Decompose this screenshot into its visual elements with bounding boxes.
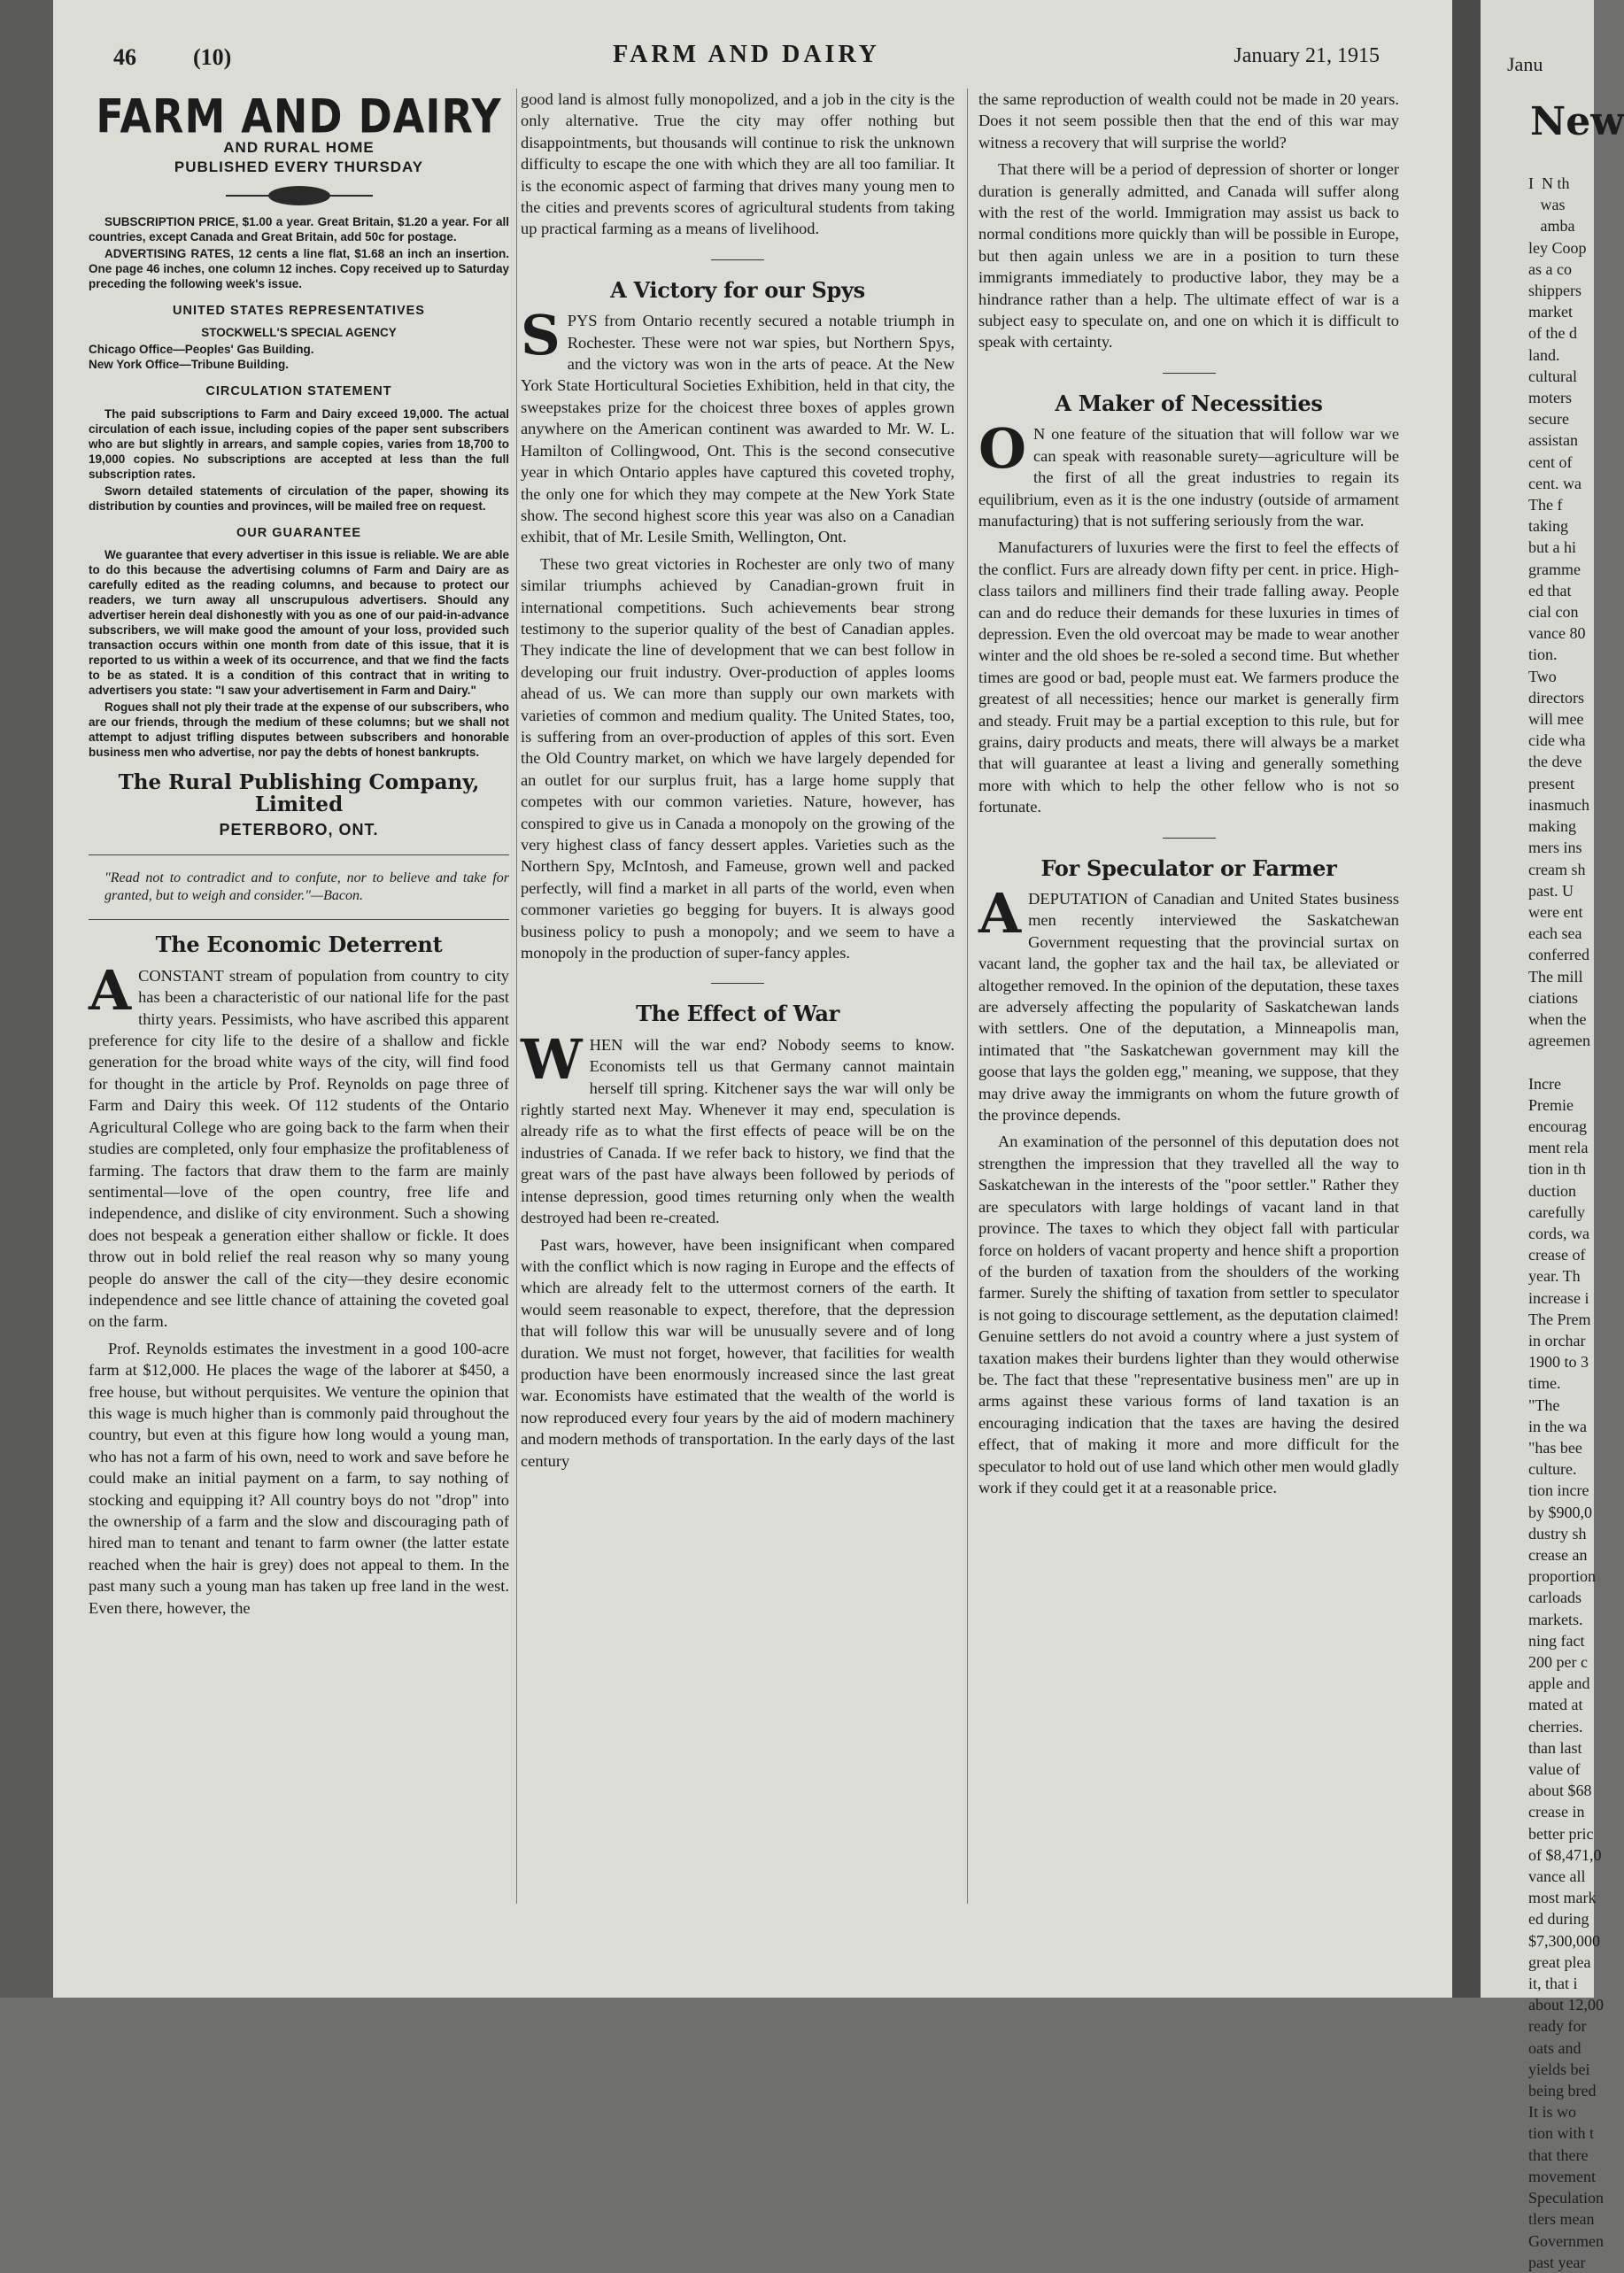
adjacent-page-line: each sea [1528, 924, 1582, 943]
circulation-statement [89, 406, 509, 514]
subscription-info [89, 214, 509, 291]
column-rule [516, 89, 517, 1904]
adjacent-page-line: Two [1528, 667, 1557, 685]
circulation-heading: CIRCULATION STATEMENT [205, 384, 392, 399]
section-rule [711, 259, 764, 260]
running-head [113, 41, 1380, 76]
column-3 [978, 89, 1399, 1504]
adjacent-page-line: culture. [1528, 1460, 1577, 1479]
guarantee-heading: OUR GUARANTEE [236, 525, 362, 540]
article-title: The Economic Deterrent [155, 932, 443, 958]
article-paragraph: WHEN will the war end? Nobody seems to know. Economists tell us that Germany cannot maintain herself till spring. Kitchener says the war will only be rightly started next May. Whenever it may end, speculation is already rife as to what the first effects of peace will be on the industries of Canada. If we refer back to history, we find that the great wars of the past have always been followed by periods of intense depression, good times returning only when the wealth destroyed had been re-created. [521, 1026, 955, 1227]
adjacent-page-line: ready for [1528, 2017, 1587, 2036]
adjacent-page-line: market [1528, 303, 1573, 321]
adjacent-page-line: carloads [1528, 1589, 1581, 1607]
adjacent-page-line: time. [1528, 1374, 1561, 1393]
adjacent-page-line: The Prem [1528, 1310, 1591, 1328]
article-paragraph: ADEPUTATION of Canadian and United States business men recently interviewed the Saskatchewan Government requesting that the provincial surtax on vacant land, the gopher tax and the hail tax, be alleviated or altogether removed. In the opinion of the deputation, these taxes are adversely affecting the popularity of Saskatchewan lands with settlers. One of the deputation, a Minneapolis man, intimated that "the Saskatchewan government may kill the goose that lays the golden egg," meaning, we suppose, that they may drive away the immigrants on whom the future growth of the province depends. [978, 881, 1399, 1125]
chicago-office: Chicago Office—Peoples' Gas Building. [89, 343, 314, 357]
column-1 [89, 89, 509, 1624]
adjacent-page-line: encourag [1528, 1117, 1587, 1135]
adjacent-page-line: about 12,00 [1528, 1996, 1604, 2014]
adjacent-page-line: $7,300,000 [1528, 1931, 1600, 1950]
adjacent-page-line: most mark [1528, 1889, 1597, 1907]
publication-name: FARM AND DAIRY [613, 41, 880, 68]
adjacent-page-line: Incre [1528, 1074, 1561, 1093]
adjacent-page-line: "has bee [1528, 1438, 1582, 1457]
adjacent-page-line: ning fact [1528, 1631, 1585, 1650]
adjacent-page-line: when the [1528, 1009, 1587, 1028]
adjacent-page-line: cial con [1528, 603, 1579, 622]
adjacent-page-line: duction [1528, 1181, 1576, 1200]
masthead-title: FARM AND DAIRY [96, 88, 502, 144]
circulation-paragraph: The paid subscriptions to Farm and Dairy exceed 19,000. The actual circulation of each issue, including copies of the paper sent subscribers who are but slightly in arrears, and sample copies, varies from 18,700 to 19,000 copies. No subscriptions are accepted at less than the full subscription rates. [89, 406, 509, 481]
adjacent-page-line: past year [1528, 2253, 1586, 2271]
adjacent-page-line: the deve [1528, 753, 1582, 771]
adjacent-page-line: vance 80 [1528, 624, 1586, 643]
adjacent-page-line: were ent [1528, 902, 1583, 921]
divider [89, 854, 509, 855]
adjacent-page-line: inasmuch [1528, 795, 1589, 814]
article-title: A Maker of Necessities [1055, 390, 1323, 416]
adjacent-page-line: cords, wa [1528, 1224, 1589, 1242]
article-title: A Victory for our Spys [610, 276, 865, 303]
us-reps-heading: UNITED STATES REPRESENTATIVES [173, 304, 425, 318]
masthead-tagline: PUBLISHED EVERY THURSDAY [174, 158, 424, 175]
publisher-name: The Rural Publishing Company, Limited [118, 770, 480, 816]
adjacent-page-line: 200 per c [1528, 1653, 1588, 1672]
adjacent-page-line: crease of [1528, 1246, 1586, 1264]
adjacent-page-line: I N th [1528, 174, 1570, 192]
adjacent-page-line: past. U [1528, 881, 1574, 900]
adjacent-page-line: moters [1528, 389, 1572, 407]
adjacent-page-line: than last [1528, 1738, 1582, 1757]
adjacent-page-line: of $8,471,0 [1528, 1845, 1602, 1864]
adjacent-page [1481, 0, 1624, 2271]
adjacent-page-line: ment rela [1528, 1139, 1589, 1157]
adjacent-page-line: It is wo [1528, 2103, 1576, 2122]
adjacent-page-line: crease an [1528, 1546, 1588, 1564]
adjacent-page-line: carefully [1528, 1202, 1585, 1221]
adjacent-page-line: in orchar [1528, 1331, 1586, 1349]
adjacent-page-line: tion. [1528, 646, 1558, 664]
adjacent-page-line: cream sh [1528, 860, 1586, 878]
masthead [89, 88, 509, 205]
adjacent-page-line: proportion [1528, 1567, 1596, 1586]
adjacent-page-line: vance all [1528, 1867, 1586, 1886]
folio: (10) [193, 44, 232, 70]
adjacent-page-line: tion incre [1528, 1481, 1589, 1500]
adjacent-page-title: New [1530, 99, 1624, 144]
adjacent-page-line: "The [1528, 1395, 1560, 1414]
adjacent-page-line: ed that [1528, 581, 1572, 599]
adjacent-page-line: 1900 to 3 [1528, 1353, 1589, 1372]
adjacent-page-line: it, that i [1528, 1975, 1578, 1993]
adjacent-page-line: will mee [1528, 710, 1584, 729]
article-paragraph: An examination of the personnel of this deputation does not strengthen the impression that they travelled all the way to Saskatchewan in the interests of the "poor settler." Rather they are speculators with large holdings of vacant land in that province. The taxes to which they object fall with particular force on holders of vacant property and hence shift a proportion of the burden of taxation from the shoulders of the working farmer. Surely the shifting of taxation from settler to speculator is not going to discourage settlement, as the deputation claimed! Genuine settlers do not avoid a country where a just system of taxation makes their burdens lighter than they would otherwise be. The fact that these "representative business men" are up in arms against these various forms of land taxation is an encouraging indication that the taxes are having the desired effect, that of making it more and more difficult for the speculator to hold out of use land which other men would gladly work if they could get it at a reasonable price. [978, 1133, 1399, 1496]
article-paragraph: That there will be a period of depression of shorter or longer duration is generally admitted, and Canada will suffer along with the rest of the world. Immigration may assist us back to normal conditions more quickly than will be possible in Europe, but then again unless we are in a position to turn these immigrants immediately to productive labor, they may be a hindrance rather than a help. The ultimate effect of war is a subject easy to speculate on, and one on which it is difficult to speak with certainty. [978, 160, 1399, 352]
adjacent-page-line: value of [1528, 1760, 1581, 1779]
adjacent-page-line: conferred [1528, 946, 1589, 964]
adjacent-page-line: apple and [1528, 1674, 1590, 1693]
ornament-icon [268, 186, 330, 205]
adjacent-page-line: that there [1528, 2145, 1589, 2164]
drop-cap: O [978, 416, 1027, 482]
adjacent-page-line: land. [1528, 345, 1560, 364]
drop-cap: W [521, 1026, 583, 1092]
adjacent-page-line: secure [1528, 410, 1569, 429]
divider [89, 919, 509, 920]
adjacent-page-line: shippers [1528, 282, 1581, 300]
adjacent-page-line: by $900,0 [1528, 1503, 1592, 1521]
adjacent-page-line: was [1528, 196, 1566, 214]
adjacent-page-line: crease in [1528, 1803, 1585, 1821]
adjacent-page-line: The f [1528, 496, 1563, 514]
section-rule [1163, 838, 1216, 839]
publisher [89, 772, 509, 840]
article-paragraph: SPYS from Ontario recently secured a notable triumph in Rochester. These were not war spies, but Northern Spys, and the victory was won in the arts of peace. At the New York State Horticultural Societies Exhibition, held in that city, the sweepstakes prize for the choicest three boxes of apples grown anywhere on the American continent was awarded to Mr. W. L. Hamilton of Collingwood, Ont. This is the second consecutive year in which Ontario apples have captured this coveted trophy, the only one for which they may compete at the New York State show. The second highest score this year was also on a Canadian exhibit, that of Mr. Lesile Smith, Wellington, Ont. [521, 303, 955, 546]
adjacent-page-line: gramme [1528, 560, 1581, 578]
guarantee-paragraph: Rogues shall not ply their trade at the expense of our subscribers, who are our friends, through the medium of these columns; but we shall not attempt to adjust trifling disputes between subscribers and honorable business men who advertise, nor pay the debts of honest bankrupts. [89, 700, 509, 760]
adjacent-page-line: cultural [1528, 367, 1577, 385]
article-paragraph: O N one feature of the situation that will follow war we can speak with reasonable surety—agriculture will be the first of all the great industries to regain its equilibrium, even as it is the one industry (outside of armament manufacturing) that is not suffering seriously from the war. [978, 416, 1399, 530]
section-rule [711, 983, 764, 984]
adjacent-page-line: cherries. [1528, 1717, 1583, 1736]
section-rule [1163, 373, 1216, 374]
adjacent-page-line: agreemen [1528, 1032, 1590, 1050]
guarantee-paragraph: We guarantee that every advertiser in this issue is reliable. We are able to do this because the advertising columns of Farm and Dairy are as carefully edited as the reading columns, and because to protect our readers, we turn away all unscrupulous advertisers. Should any advertiser herein deal dishonestly with you as one of our paid-in-advance subscribers, we will make good the amount of your loss, provided such transaction occurs within one month from date of this issue, that it is reported to us within a week of its occurrence, and that we find the facts to be as stated. It is a condition of this contract that in writing to advertisers you state: "I saw your advertisement in Farm and Dairy." [89, 548, 509, 698]
book-gutter [1452, 0, 1481, 1998]
adjacent-page-line: year. Th [1528, 1267, 1581, 1286]
circulation-paragraph: Sworn detailed statements of circulation of the paper, showing its distribution by counties and provinces, will be mailed free on request. [89, 483, 509, 513]
drop-cap: A [89, 957, 132, 1023]
adjacent-page-line: Speculation [1528, 2189, 1604, 2207]
article-paragraph: ACONSTANT stream of population from country to city has been a characteristic of our national life for the past thirty years. Pessimists, who have ascribed this apparent preference for city life to the desire of a shallow and fickle generation for the broad white ways of the city, will find food for thought in the article by Prof. Reynolds on page three of Farm and Dairy this week. Of 112 students of the Ontario Agricultural College who are going back to the farm when their studies are completed, only four emphasize the profitableness of farming. The factors that draw them to the farm are mainly sentimental—love of the open country, free life and independence, and dislike of city environment. Such a showing does not bespeak a generation either shallow or fickle. It does throw out in bold relief the real reason why so many young people do answer the call of the city—they desire economic independence and see little chance of attaining the coveted goal on the farm. [89, 957, 509, 1331]
adjacent-page-line: making [1528, 817, 1576, 836]
adjacent-page-line: oats and [1528, 2038, 1581, 2057]
adjacent-page-line: cide wha [1528, 731, 1586, 750]
adjacent-page-line: dustry sh [1528, 1524, 1587, 1542]
adjacent-page-line: being bred [1528, 2082, 1597, 2100]
adjacent-page-text [1528, 173, 1608, 2273]
article-paragraph: These two great victories in Rochester are only two of many similar triumphs achieved by Canadian-grown fruit in international competitions. Such achievements bear strong testimony to the superior quality of the best of Canadian apples. They indicate the line of development that we can best follow in developing our fruit industry. Over-production of apples looms ahead of us. We can more than supply our own markets with varieties of common and medium quality. The United States, too, is suffering from an over-production of apples of this sort. Even the Old Country market, on which we have largely depended for an outlet for our surplus fruit, has a large home supply that competes with our common varieties. Nature, however, has conspired to give us in Canada a monopoly on the growing of the very highest class of fancy dessert apples. Varieties such as the Northern Spy, McIntosh, and Fameuse, grown well and packed perfectly, will find a market in all parts of the world, even when commoner varieties go begging for buyers. It is always good business policy to push a monopoly; and we seem to have a monopoly in the production of super-fancy apples. [521, 554, 955, 963]
article-paragraph: the same reproduction of wealth could not be made in 20 years. Does it not seem possible then that the end of this war may witness a recovery that will surprise the world? [978, 90, 1399, 151]
epigraph-quote: "Read not to contradict and to confute, nor to believe and take for granted, but to weigh and consider."—Bacon. [104, 870, 509, 904]
adjacent-page-line: about $68 [1528, 1782, 1592, 1800]
adjacent-page-line: great plea [1528, 1952, 1591, 1971]
adjacent-page-line: tion with t [1528, 2124, 1595, 2143]
page-number: 46 [113, 44, 136, 70]
adjacent-page-line: Premie [1528, 1095, 1574, 1114]
adjacent-page-line: cent. wa [1528, 474, 1581, 492]
adjacent-page-line: directors [1528, 688, 1584, 707]
adjacent-page-line: of the d [1528, 324, 1577, 343]
advertising-rates: ADVERTISING RATES, 12 cents a line flat, $1.68 an inch an insertion. One page 46 inches, one column 12 inches. Copy received up to Saturday preceding the following week's issue. [89, 247, 509, 290]
adjacent-page-line: mers ins [1528, 839, 1582, 857]
article-paragraph: Past wars, however, have been insignificant when compared with the conflict which is now raging in Europe and the effects of which are already felt to the uttermost corners of the earth. It would seem reasonable to expect, therefore, that the depression that will follow this war will be unusually severe and of long duration. We must not forget, however, that facilities for wealth production have been enormously increased since the last great war. Economists have estimated that the wealth of the world is now reproduced every four years by the aid of modern machinery and modern methods of transportation. In the early days of the last century [521, 1235, 955, 1470]
publisher-city: PETERBORO, ONT. [219, 821, 379, 839]
column-2 [521, 89, 955, 1477]
drop-cap: S [521, 303, 561, 368]
article-paragraph: Manufacturers of luxuries were the first to feel the effects of the conflict. Furs are already down fifty per cent. in price. High-class tailors and milliners find their trade falling away. People can and do reduce their demands for these luxuries in times of depression. Even the old overcoat may be made to wear another winter and the old shoes be re-soled a second time. But whether times are good or bad, people must eat. We farmers produce the greatest of all necessities; hence our market is generally firm and steady. Fruit may be a partial exception to this rule, but for grains, dairy products and meats, there will always be a market that will guarantee at least a living and generally something more with which to help the other fellow who is not so fortunate. [978, 538, 1399, 816]
subscription-price: SUBSCRIPTION PRICE, $1.00 a year. Great Britain, $1.20 a year. For all countries, except Canada and Great Britain, add 50c for postage. [89, 215, 509, 244]
adjacent-page-line: but a hi [1528, 538, 1576, 557]
adjacent-page-line: tlers mean [1528, 2210, 1595, 2229]
adjacent-page-line: ciations [1528, 988, 1578, 1007]
column-rule [967, 89, 968, 1904]
guarantee [89, 547, 509, 760]
adjacent-page-line: ed during [1528, 1910, 1589, 1929]
adjacent-page-line: markets. [1528, 1610, 1583, 1628]
us-reps [89, 325, 509, 372]
agency-name: STOCKWELL'S SPECIAL AGENCY [201, 326, 397, 340]
adjacent-page-line: taking [1528, 517, 1568, 536]
adjacent-page-line: tion in th [1528, 1160, 1587, 1179]
article-title: The Effect of War [636, 1001, 839, 1027]
adjacent-page-line [1528, 1051, 1608, 1072]
adjacent-page-line: ley Coop [1528, 238, 1587, 257]
masthead-subtitle: AND RURAL HOME [223, 139, 375, 156]
adjacent-page-line: increase i [1528, 1288, 1589, 1307]
newyork-office: New York Office—Tribune Building. [89, 358, 290, 372]
article-paragraph: Prof. Reynolds estimates the investment in a good 100-acre farm at $12,000. He places the wage of the laborer at $450, a free house, but without perquisites. We venture the opinion that this wage is much higher than is commonly paid throughout the country, but even at this figure how long would a young man, who has not a farm of his own, need to work and save before he could make an initial payment on a farm, to say nothing of stocking and equipping it? All country boys do not "drop" into the ownership of a farm and the slow and discouraging path of hired man to tenant and tenant to farm owner (the latter estate reached when the hair is grey) does not appeal to them. In the past many such a young man has taken up free land in the west. Even there, however, the [89, 1339, 509, 1617]
adjacent-page-line: yields bei [1528, 2060, 1590, 2078]
adjacent-page-line: movement [1528, 2167, 1596, 2185]
adjacent-page-line: as a co [1528, 259, 1572, 278]
page-shadow-left [0, 0, 53, 1998]
drop-cap: A [978, 881, 1022, 946]
adjacent-page-line: The mill [1528, 967, 1583, 986]
adjacent-page-head: Janu [1507, 53, 1543, 75]
adjacent-page-line: Governmen [1528, 2231, 1604, 2250]
article-title: For Speculator or Farmer [1040, 854, 1337, 881]
adjacent-page-line: cent of [1528, 452, 1573, 471]
adjacent-page-line: amba [1528, 217, 1575, 236]
issue-date: January 21, 1915 [1233, 44, 1380, 67]
adjacent-page-line: present [1528, 774, 1574, 792]
adjacent-page-line: in the wa [1528, 1417, 1587, 1435]
adjacent-page-line: better pric [1528, 1824, 1594, 1843]
article-paragraph: good land is almost fully monopolized, and a job in the city is the only alternative. True the city may offer nothing but disappointments, but thousands will continue to risk the unknown difficulty to escape the one with which they are all too familiar. It is the economic aspect of farming that drives many young men to the cities and prevents scores of agricultural students from taking up practical farming as a means of livelihood. [521, 90, 955, 238]
adjacent-page-line: mated at [1528, 1696, 1583, 1714]
adjacent-page-line: assistan [1528, 431, 1578, 450]
